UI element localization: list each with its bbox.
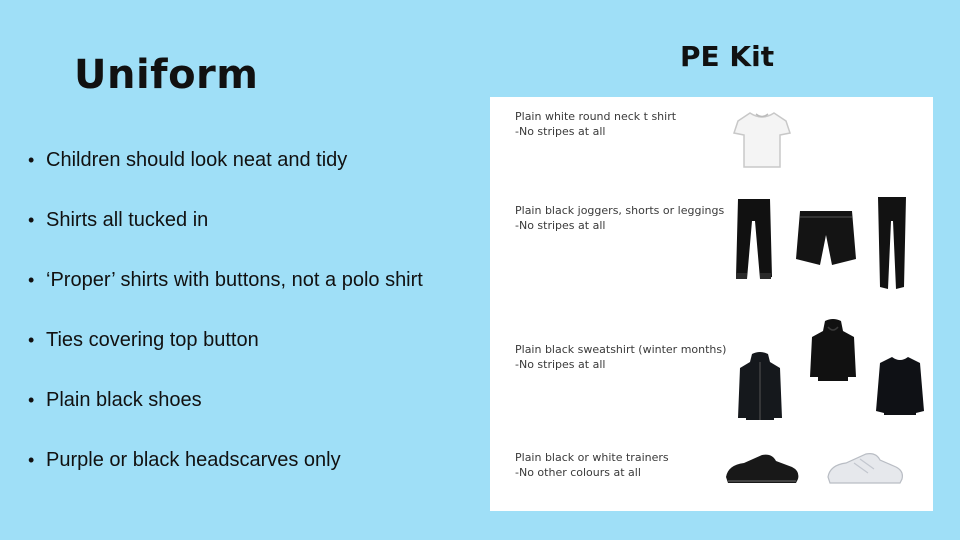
bullet-item xyxy=(28,370,488,430)
bullet-text: Shirts all tucked in xyxy=(46,208,209,231)
pe-item-line1: Plain black sweatshirt (winter months) xyxy=(515,343,727,356)
uniform-bullet-list xyxy=(28,130,488,490)
pe-item-line2: -No stripes at all xyxy=(515,358,606,371)
bullet-icon: • xyxy=(28,209,35,230)
joggers-icon xyxy=(734,197,774,285)
bullet-icon: • xyxy=(28,269,35,290)
pe-item-text xyxy=(515,203,724,233)
black-trainer-icon xyxy=(722,451,802,487)
sweatshirt-icon xyxy=(874,353,926,417)
bullet-text: Plain black shoes xyxy=(46,388,202,411)
bullet-icon: • xyxy=(28,149,35,170)
pe-kit-title: PE Kit xyxy=(680,40,775,73)
pe-item-line1: Plain black joggers, shorts or leggings xyxy=(515,204,725,217)
zip-hoodie-icon xyxy=(736,352,784,422)
uniform-title: Uniform xyxy=(74,52,259,98)
bullet-text: Ties covering top button xyxy=(46,328,259,351)
pe-item-line2: -No stripes at all xyxy=(515,219,606,232)
pe-item-line2: -No other colours at all xyxy=(515,466,641,479)
pe-item-text xyxy=(515,450,669,480)
bullet-icon: • xyxy=(28,449,35,470)
bullet-text: Children should look neat and tidy xyxy=(46,148,348,171)
bullet-item xyxy=(28,190,488,250)
shorts-icon xyxy=(794,207,858,269)
pe-item-line1: Plain white round neck t shirt xyxy=(515,110,677,123)
bullet-item xyxy=(28,310,488,370)
bullet-icon: • xyxy=(28,329,35,350)
leggings-icon xyxy=(874,195,910,291)
bullet-text: Purple or black headscarves only xyxy=(46,448,341,471)
white-trainer-icon xyxy=(824,449,906,487)
hoodie-icon xyxy=(808,319,858,383)
bullet-item xyxy=(28,130,488,190)
bullet-text: ‘Proper’ shirts with buttons, not a polo shirt xyxy=(46,268,423,291)
bullet-icon: • xyxy=(28,389,35,410)
pe-item-line2: -No stripes at all xyxy=(515,125,606,138)
pe-item-text xyxy=(515,109,676,139)
pe-item-line1: Plain black or white trainers xyxy=(515,451,669,464)
pe-item-text xyxy=(515,342,726,372)
pe-kit-panel xyxy=(490,97,933,511)
bullet-item xyxy=(28,430,488,490)
white-tshirt-icon xyxy=(730,107,794,171)
bullet-item xyxy=(28,250,488,310)
